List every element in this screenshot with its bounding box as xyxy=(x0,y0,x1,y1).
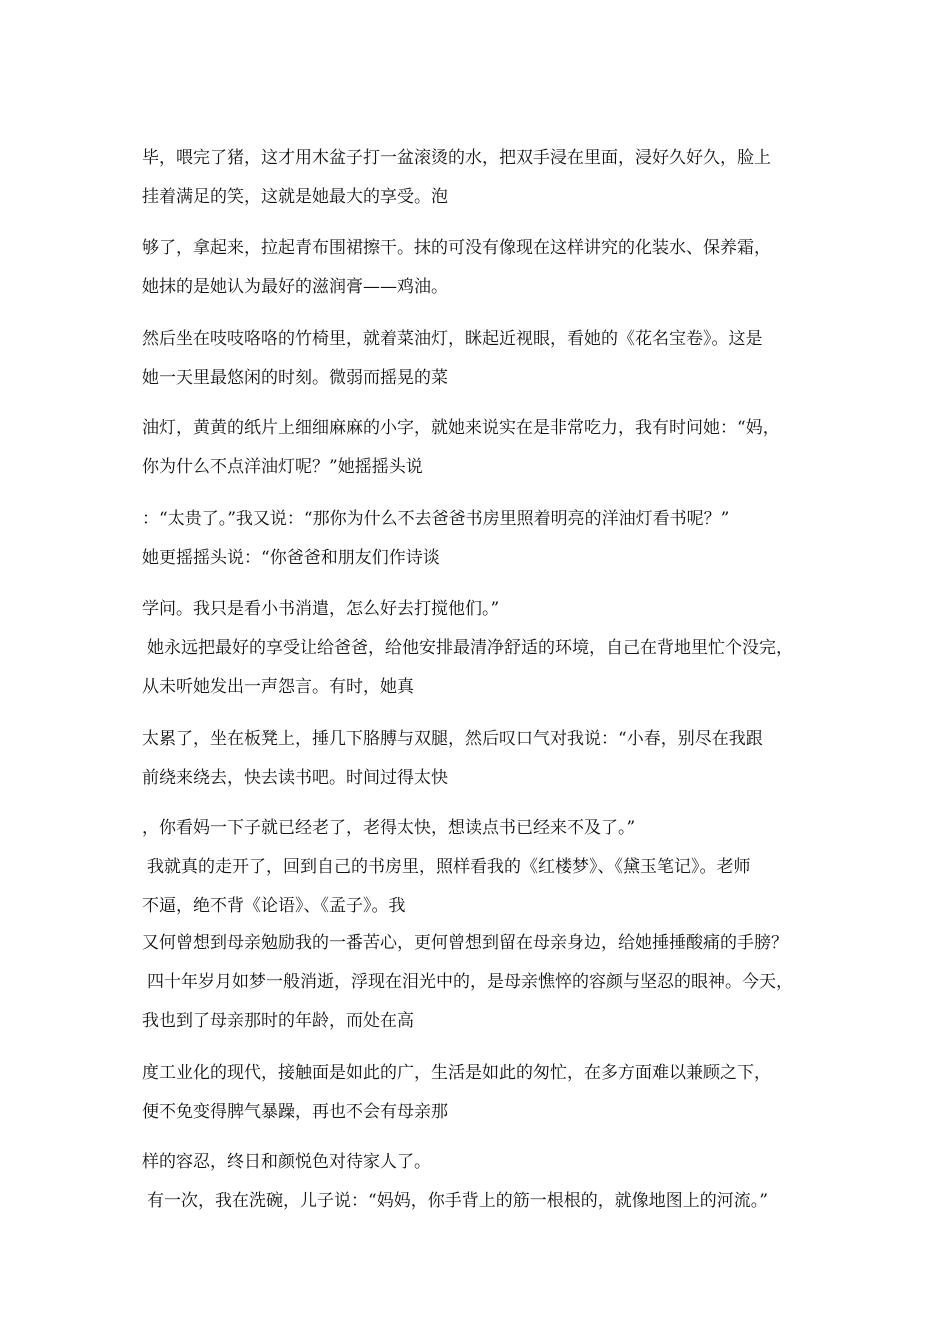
text-line-25: 有一次，我在洗碗，儿子说：“妈妈，你手背上的筋一根根的，就像地图上的河流。” xyxy=(147,1191,768,1211)
text-line-24: 样的容忍，终日和颜悦色对待家人了。 xyxy=(142,1152,431,1172)
text-line-10: 她更摇摇头说：“你爸爸和朋友们作诗谈 xyxy=(142,548,440,568)
text-line-22: 度工业化的现代，接触面是如此的广，生活是如此的匆忙，在多方面难以兼顾之下， xyxy=(142,1063,771,1083)
text-line-19: 又何曾想到母亲勉励我的一番苦心，更何曾想到留在母亲身边，给她捶捶酸痛的手膀？ xyxy=(142,933,788,953)
text-line-12: 她永远把最好的享受让给爸爸，给他安排最清净舒适的环境，自己在背地里忙个没完， xyxy=(147,638,793,658)
text-line-11: 学问。我只是看小书消遣，怎么好去打搅他们。” xyxy=(142,599,500,619)
text-line-23: 便不免变得脾气暴躁，再也不会有母亲那 xyxy=(142,1102,448,1122)
text-line-3: 够了，拿起来，拉起青布围裙擦干。抹的可没有像现在这样讲究的化装水、保养霜， xyxy=(142,238,771,258)
text-line-5: 然后坐在吱吱咯咯的竹椅里，就着菜油灯，眯起近视眼，看她的《花名宝卷》。这是 xyxy=(142,329,763,349)
text-line-17: 我就真的走开了，回到自己的书房里，照样看我的《红楼梦》、《黛玉笔记》。老师 xyxy=(147,857,751,877)
text-line-18: 不逼，绝不背《论语》、《孟子》。我 xyxy=(142,896,406,916)
text-line-15: 前绕来绕去，快去读书吧。时间过得太快 xyxy=(142,768,448,788)
text-line-20: 四十年岁月如梦一般消逝，浮现在泪光中的，是母亲憔悴的容颜与坚忍的眼神。今天， xyxy=(147,972,793,992)
text-line-14: 太累了，坐在板凳上，捶几下胳膊与双腿，然后叹口气对我说：“小春，别尽在我跟 xyxy=(142,729,763,749)
text-line-21: 我也到了母亲那时的年龄，而处在高 xyxy=(142,1011,414,1031)
text-line-4: 她抹的是她认为最好的滋润膏——鸡油。 xyxy=(142,277,448,297)
text-line-8: 你为什么不点洋油灯呢？”她摇摇头说 xyxy=(142,457,423,477)
text-line-6: 她一天里最悠闲的时刻。微弱而摇晃的菜 xyxy=(142,368,448,388)
text-line-1: 毕，喂完了猪，这才用木盆子打一盆滚烫的水，把双手浸在里面，浸好久好久，脸上 xyxy=(142,148,771,168)
text-line-9: ：“太贵了。”我又说：“那你为什么不去爸爸书房里照着明亮的洋油灯看书呢？” xyxy=(142,509,730,529)
text-line-13: 从未听她发出一声怨言。有时，她真 xyxy=(142,677,414,697)
text-line-2: 挂着满足的笑，这就是她最大的享受。泡 xyxy=(142,187,448,207)
text-line-7: 油灯，黄黄的纸片上细细麻麻的小字，就她来说实在是非常吃力，我有时问她：“妈， xyxy=(142,418,780,438)
text-line-16: ，你看妈一下子就已经老了，老得太快，想读点书已经来不及了。” xyxy=(142,818,636,838)
